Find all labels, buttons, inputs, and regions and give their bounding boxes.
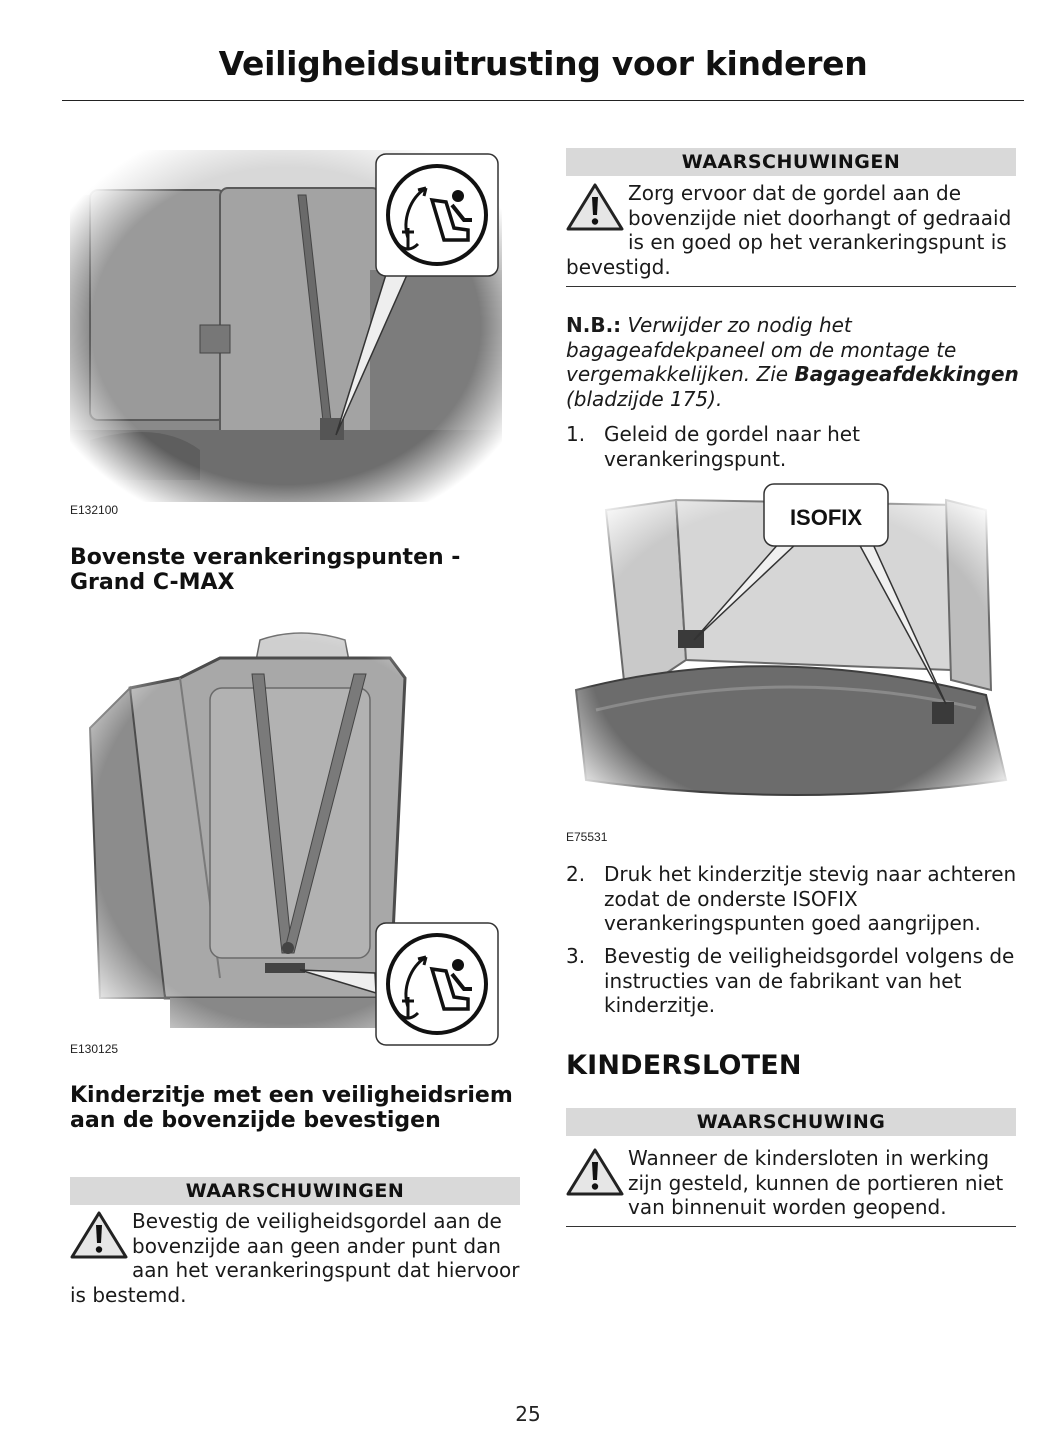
figure-rear-seat-anchor — [70, 150, 502, 502]
warning-triangle-icon — [566, 183, 624, 231]
page-title: Veiligheidsuitrusting voor kinderen — [218, 44, 868, 83]
step-number: 2. — [566, 862, 586, 886]
note-reference-link[interactable]: Bagageafdekkingen — [794, 362, 1019, 386]
note-label: N.B.: — [566, 313, 622, 337]
note — [566, 313, 1020, 411]
section-title: KINDERSLOTEN — [566, 1050, 802, 1081]
warning-body: Wanneer de kindersloten in werking zijn gesteld, kunnen de portieren niet van binnenuit worden geopend. — [628, 1146, 1004, 1219]
warning-header: WAARSCHUWING — [566, 1108, 1016, 1136]
warning-text — [70, 1209, 522, 1307]
title-divider — [62, 100, 1024, 101]
child-seat-anchor-icon — [388, 935, 486, 1033]
warning-divider — [566, 1226, 1016, 1227]
step-number: 3. — [566, 944, 586, 968]
heading-top-strap: Kinderzitje met een veiligheidsriem aan de bovenzijde bevestigen — [70, 1083, 513, 1133]
step-text: Druk het kinderzitje stevig naar achteren zodat de onderste ISOFIX verankeringspunten goed aangrijpen. — [604, 862, 1017, 935]
figure-code: E75531 — [566, 830, 608, 844]
child-seat-anchor-icon — [388, 166, 486, 264]
note-page-reference: (bladzijde 175). — [566, 386, 723, 411]
warning-triangle-icon — [566, 1148, 624, 1196]
step-number: 1. — [566, 422, 586, 446]
figure-seat-strap — [70, 618, 502, 1046]
warning-header: WAARSCHUWINGEN — [566, 148, 1016, 176]
figure-isofix-anchors — [566, 480, 1018, 820]
warning-body: Bevestig de veiligheidsgordel aan de bovenzijde aan geen ander punt dan aan het verankeringspunt dat hiervoor is bestemd. — [70, 1209, 520, 1307]
note-text: Verwijder zo nodig het bagageafdekpaneel om de montage te vergemakkelijken. Zie — [566, 313, 957, 386]
warning-triangle-icon — [70, 1211, 128, 1259]
step-item — [566, 422, 1018, 474]
heading-top-anchors: Bovenste verankeringspunten - Grand C-MAX — [70, 545, 461, 595]
figure-code: E132100 — [70, 503, 119, 517]
page-number: 25 — [515, 1402, 541, 1426]
warning-divider — [566, 286, 1016, 287]
warning-text — [566, 1146, 1018, 1220]
warning-header: WAARSCHUWINGEN — [70, 1177, 520, 1205]
step-text: Geleid de gordel naar het verankeringspunt. — [604, 422, 860, 471]
isofix-callout: ISOFIX — [789, 505, 863, 530]
step-text: Bevestig de veiligheidsgordel volgens de instructies van de fabrikant van het kinderzitje. — [604, 944, 1015, 1017]
step-item — [566, 944, 1018, 1020]
figure-code: E130125 — [70, 1042, 119, 1056]
warning-body: Zorg ervoor dat de gordel aan de bovenzijde niet doorhangt of gedraaid is en goed op het verankeringspunt is bevestigd. — [566, 181, 1012, 279]
warning-text — [566, 181, 1018, 279]
step-item — [566, 862, 1018, 938]
